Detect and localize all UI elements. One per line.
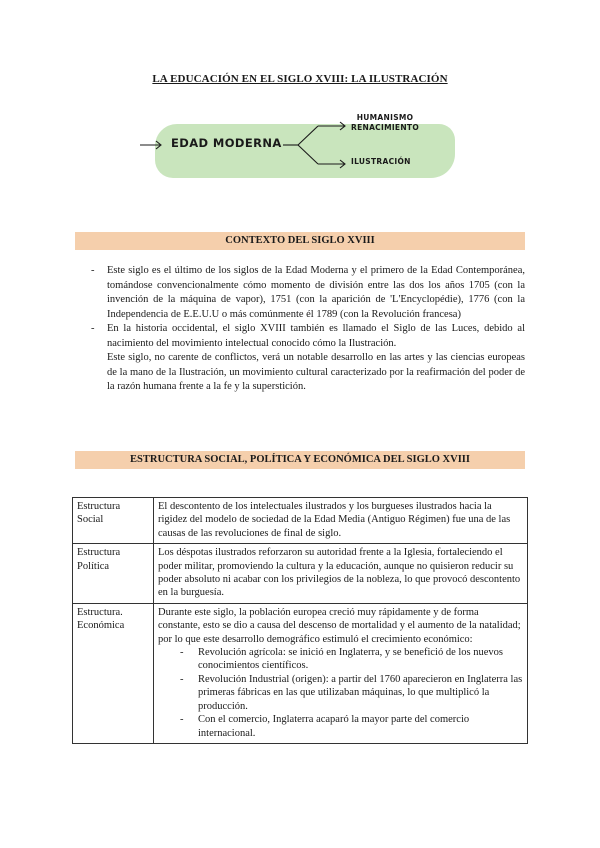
dash-bullet: - [91,323,95,334]
subitem-text: Con el comercio, Inglaterra acaparó la mayor parte del comercio internacional. [198,714,470,739]
row-label-politica: Estructura Política [73,544,154,604]
dash-bullet: - [180,673,184,685]
page-title: LA EDUCACIÓN EN EL SIGLO XVIII: LA ILUSTRACIÓN [152,73,448,85]
estructura-heading: ESTRUCTURA SOCIAL, POLÍTICA Y ECONÓMICA DEL SIGLO XVIII [75,451,525,469]
economica-sublist [158,646,523,740]
edad-moderna-label: EDAD MODERNA [171,136,282,150]
list-item [158,673,523,713]
row-label-social: Estructura Social [73,498,154,544]
table-row [73,603,528,743]
list-item [158,713,523,740]
row-text-social: El descontento de los intelectuales ilustrados y los burgueses ilustrados hacia la rigidez del modelo de sociedad de la Edad Media (Antiguo Régimen) fue una de las causas de las revoluciones de final de siglo. [154,498,528,544]
table-row [73,544,528,604]
lower-diagonal-line [298,145,318,164]
contexto-heading: CONTEXTO DEL SIGLO XVIII [75,232,525,250]
economica-text-1: Durante este siglo, la población europea creció muy rápidamente y de forma constante, esto se dio a causa del descenso de mortalidad y el aumento de la natalidad; [158,606,521,632]
edad-moderna-diagram [140,108,460,180]
contexto-item-2 [91,322,525,351]
ilustracion-label: ILUSTRACIÓN [351,157,411,166]
contexto-list [91,264,525,395]
contexto-item-2-text: En la historia occidental, el siglo XVIII también es llamado el Siglo de las Luces, debido al nacimiento del movimiento intelectual conocido cómo la Ilustración. [107,323,525,349]
list-item [158,646,523,673]
renacimiento-text: RENACIMIENTO [351,123,420,132]
humanismo-text: HUMANISMO [356,113,414,122]
table-row [73,498,528,544]
row-cell-economica [154,603,528,743]
economica-text-2: por lo que este desarrollo demográfico estimuló el crecimiento económico: [158,633,473,645]
dash-bullet: - [180,714,184,726]
estructura-table [72,497,528,744]
subitem-text: Revolución agrícola: se inició en Inglaterra, y se benefició de los nuevos conocimientos científicos. [198,647,503,672]
row-label-economica: Estructura. Económica [73,603,154,743]
upper-diagonal-line [298,126,318,145]
contexto-item-1 [91,264,525,322]
row-text-politica: Los déspotas ilustrados reforzaron su autoridad frente a la Iglesia, fortaleciendo el poder militar, promoviendo la cultura y la educación, aunque no quisieron reducir su poder absoluto ni acabar con los privilegios de la nobleza, lo que provocó descontento en la burguesía. [154,544,528,604]
humanismo-renacimiento-label [351,113,419,133]
subitem-text: Revolución Industrial (origen): a partir del 1760 aparecieron en Inglaterra las primeras fábricas en las que utilizaban máquinas, lo que multiplicó la producción. [198,673,523,712]
contexto-item-1-text: Este siglo es el último de los siglos de la Edad Moderna y el primero de la Edad Contemporánea, tomándose convencionalmente cómo momento de división entre las dos los años 1705 (con la invención de la máquina de vapor), 1751 (con la aparición de 'L'Encyclopédie), 1776 (con la Independencia de E.E.U.U o más comúnmente él 1789 (con la Revolución francesa) [107,265,525,320]
contexto-item-2-continuation: Este siglo, no carente de conflictos, verá un notable desarrollo en las artes y las ciencias europeas de la mano de la Ilustración, un movimiento cultural caracterizado por la reafirmación del poder de la razón humana frente a la fe y la superstición. [107,352,525,392]
dash-bullet: - [91,265,95,276]
dash-bullet: - [180,647,184,659]
